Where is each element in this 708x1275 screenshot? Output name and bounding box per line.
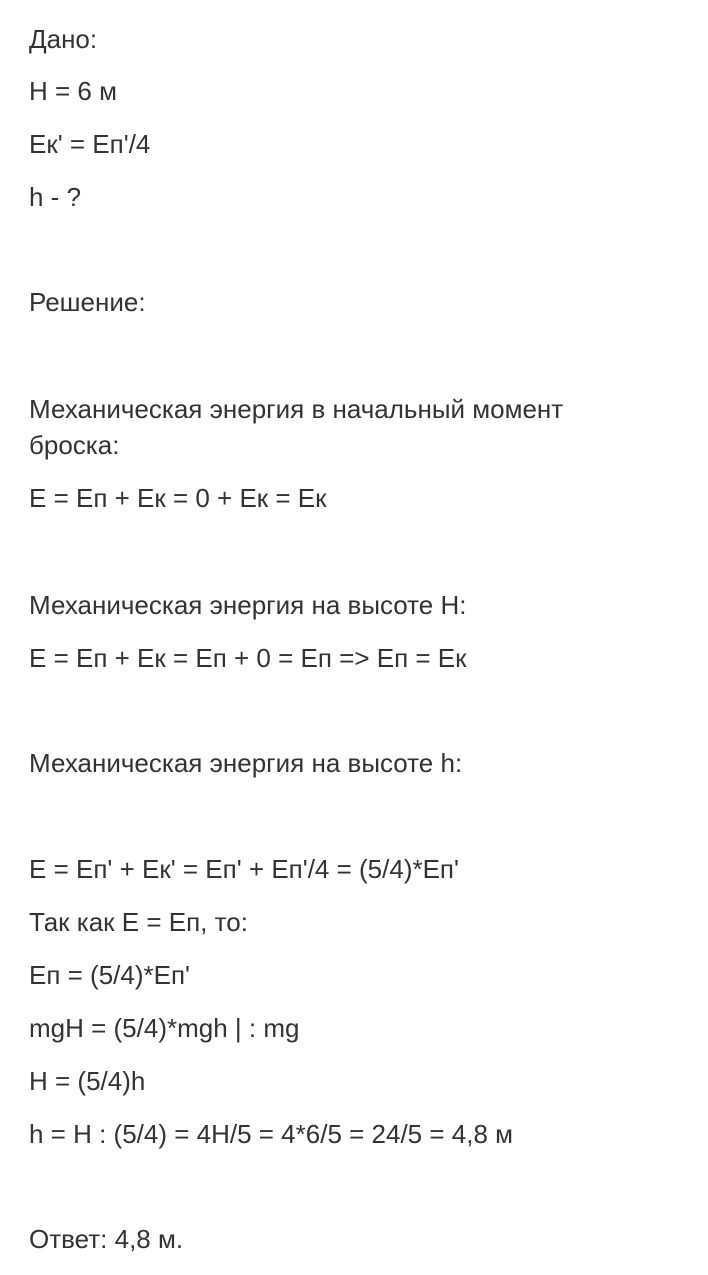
energy-at-h-title: Механическая энергия на высоте h: (29, 748, 463, 778)
derivation-line-4: h = H : (5/4) = 4H/5 = 4*6/5 = 24/5 = 4,8 м (29, 1119, 514, 1149)
given-heading: Дано: (29, 24, 98, 54)
derivation-line-1: Eп = (5/4)*Eп' (29, 960, 191, 990)
energy-at-h-equation: E = Eп' + Eк' = Eп' + Eп'/4 = (5/4)*Eп' (29, 854, 459, 884)
derivation-line-3: H = (5/4)h (29, 1066, 146, 1096)
initial-energy-title: Механическая энергия в начальный момент (29, 394, 564, 424)
solution-heading: Решение: (29, 287, 146, 317)
derivation-line-2: mgH = (5/4)*mgh | : mg (29, 1013, 300, 1043)
given-energy-relation: Eк' = Eп'/4 (29, 129, 151, 159)
given-height: H = 6 м (29, 76, 117, 106)
answer-line: Ответ: 4,8 м. (29, 1224, 184, 1254)
initial-energy-equation: E = Eп + Eк = 0 + Eк = Eк (29, 483, 327, 513)
energy-at-H-title: Механическая энергия на высоте H: (29, 590, 467, 620)
unknown-h: h - ? (29, 182, 82, 212)
initial-energy-title-cont: броска: (29, 430, 120, 460)
since-line: Так как E = Eп, то: (29, 907, 248, 937)
energy-at-H-equation: E = Eп + Eк = Eп + 0 = Eп => Eп = Eк (29, 643, 467, 673)
